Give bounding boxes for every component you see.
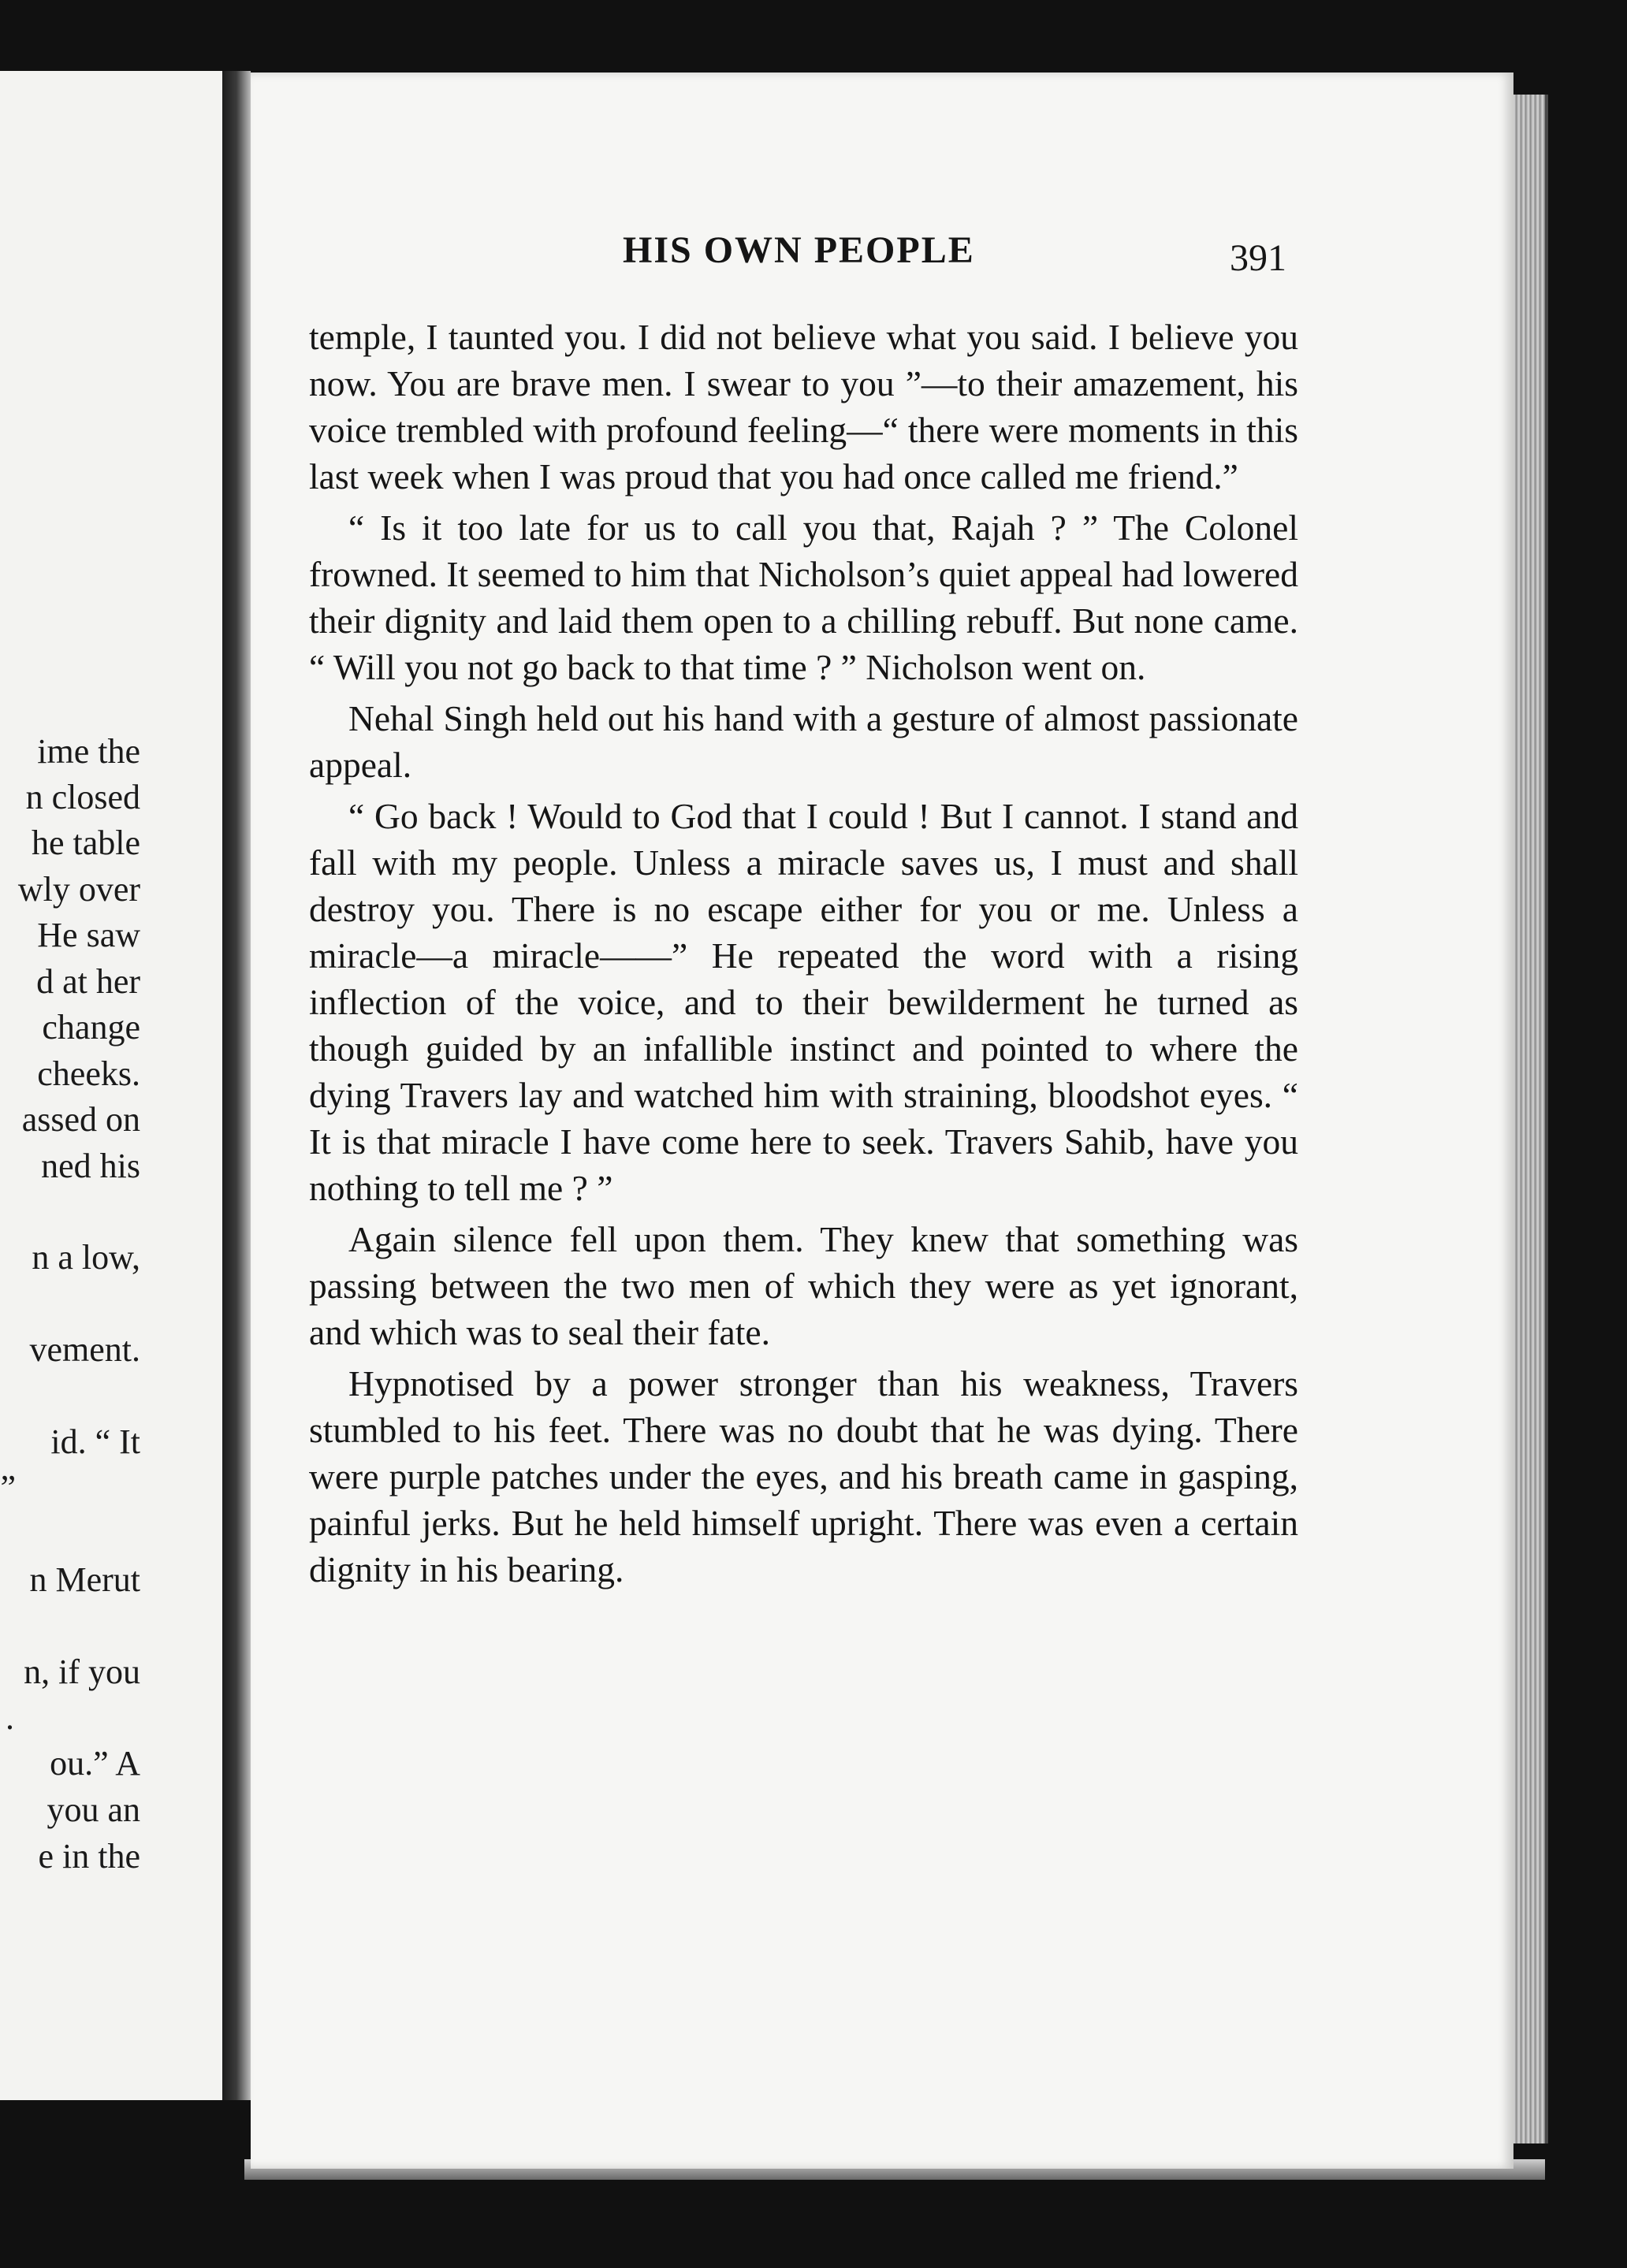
left-page-line: n Merut	[29, 1560, 140, 1599]
left-page-line: n closed	[25, 778, 140, 816]
book-gutter	[222, 71, 251, 2100]
left-page-line: e in the	[38, 1837, 140, 1876]
paragraph: “ Go back ! Would to God that I could ! But I cannot. I stand and fall with my people. Unless a miracle saves us, I must and shall destroy you. There is no escape either for you or me. Unless a miracle—a miracle——” He repeated the word with a rising inflection of the voice, and to their bewilderment he turned as though guided by an infallible instinct and pointed to where the dying Travers lay and watched him with straining, bloodshot eyes. “ It is that miracle I have come here to seek. Travers Sahib, have you nothing to tell me ? ”	[309, 796, 1298, 1208]
left-page-line: n a low,	[32, 1238, 140, 1277]
left-page-line: assed on	[21, 1100, 140, 1139]
left-page-line: ned his	[41, 1147, 140, 1185]
left-page-line: you an	[47, 1790, 140, 1829]
left-page-line: wly over	[17, 870, 140, 909]
paragraph: Nehal Singh held out his hand with a gesture of almost passionate appeal.	[309, 698, 1298, 785]
paragraph: “ Is it too late for us to call you that, Rajah ? ” The Colonel frowned. It seemed to him that Nicholson’s quiet appeal had lowered their dignity and laid them open to a chilling rebuff. But none came. “ Will you not go back to that time ? ” Nicholson went on.	[309, 508, 1298, 687]
left-page-line: .	[6, 1698, 14, 1737]
paragraph: Hypnotised by a power stronger than his weakness, Travers stumbled to his feet. There was no doubt that he was dying. There were purple patches under the eyes, and his breath came in gasping, painful jerks. But he held himself upright. There was even a certain dignity in his bearing.	[309, 1363, 1298, 1589]
paragraph: temple, I taunted you. I did not believe what you said. I believe you now. You are brave men. I swear to you ”—to their amazement, his voice trembled with profound feeling—“ there were moments in this last week when I was proud that you had once called me friend.”	[309, 317, 1298, 496]
left-page-line: ime the	[37, 732, 140, 771]
left-page-line: n, if you	[24, 1653, 140, 1691]
left-page-line: change	[42, 1008, 140, 1047]
left-page-line: He saw	[37, 916, 140, 954]
left-page-line: ”	[0, 1468, 16, 1507]
left-page-line: d at her	[36, 962, 140, 1001]
page-number: 391	[1230, 237, 1286, 279]
left-page-line: vement.	[29, 1330, 140, 1369]
body-text	[309, 314, 1298, 1593]
left-page-line: ou.” A	[50, 1744, 140, 1783]
left-page-line: id. “ It	[50, 1422, 140, 1461]
paragraph: Again silence fell upon them. They knew that something was passing between the two men of which they were as yet ignorant, and which was to seal their fate.	[309, 1219, 1298, 1352]
left-page-line: he table	[31, 824, 140, 862]
running-head: HIS OWN PEOPLE	[623, 229, 975, 271]
left-page	[0, 71, 227, 2100]
left-page-line: cheeks.	[37, 1054, 140, 1093]
